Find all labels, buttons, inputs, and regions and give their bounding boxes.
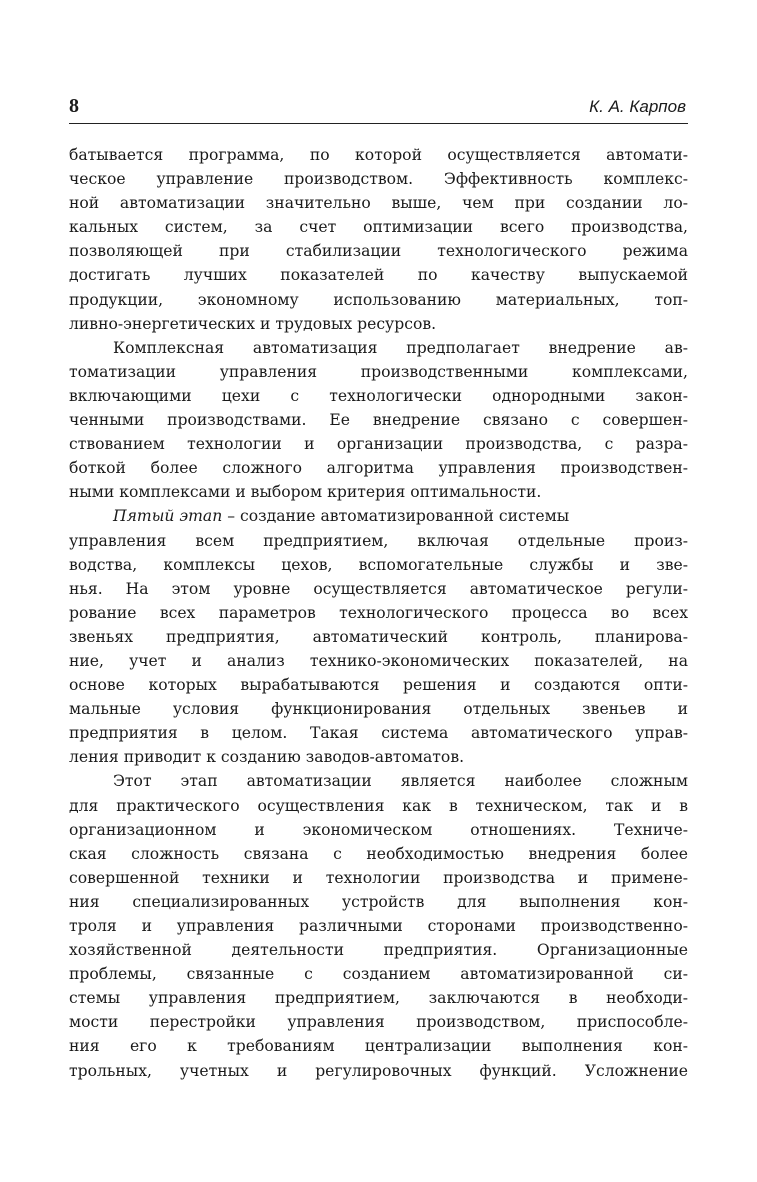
paragraph-3 (69, 504, 688, 769)
paragraph-1 (69, 143, 688, 336)
page-number: 8 (69, 95, 79, 117)
text-line: основе которых вырабатываются решения и создаются опти- (69, 676, 688, 695)
text-line: мости перестройки управления производством, приспособле- (69, 1013, 688, 1032)
text-line (69, 504, 688, 528)
text-line: совершенной техники и технологии производства и примене- (69, 868, 688, 887)
text-line: проблемы, связанные с созданием автоматизированной си- (69, 965, 688, 984)
text-line: ными комплексами и выбором критерия оптимальности. (69, 483, 542, 502)
text-line: достигать лучших показателей по качеству выпускаемой (69, 266, 688, 285)
text-line: ческое управление производством. Эффективность комплекс- (69, 170, 688, 189)
page-header (69, 93, 688, 124)
text-segment: – создание автоматизированной системы (222, 507, 570, 526)
text-line: нья. На этом уровне осуществляется автоматическое регули- (69, 579, 688, 598)
text-line: ние, учет и анализ технико-экономических показателей, на (69, 651, 688, 670)
text-line: ния его к требованиям централизации выполнения кон- (69, 1037, 688, 1056)
text-line: трольных, учетных и регулировочных функций. Усложнение (69, 1061, 688, 1080)
text-line: Этот этап автоматизации является наиболее сложным (113, 772, 688, 791)
text-line: стемы управления предприятием, заключаются в необходи- (69, 989, 688, 1008)
text-line: хозяйственной деятельности предприятия. Организационные (69, 941, 688, 960)
text-line: троля и управления различными сторонами производственно- (69, 917, 688, 935)
text-line: ченными производствами. Ее внедрение связано с совершен- (69, 411, 688, 430)
text-line: ления приводит к созданию заводов-автоматов. (69, 748, 465, 767)
text-line: продукции, экономному использованию материальных, топ- (69, 290, 688, 309)
running-head-author: К. А. Карпов (589, 97, 686, 116)
text-line: предприятия в целом. Такая система автоматического управ- (69, 724, 688, 743)
text-line: Комплексная автоматизация предполагает внедрение ав- (113, 338, 688, 357)
text-line: ствованием технологии и организации производства, с разра- (69, 435, 688, 454)
text-line: водства, комплексы цехов, вспомогательные службы и зве- (69, 555, 688, 574)
text-line: ская сложность связана с необходимостью внедрения более (69, 844, 688, 863)
text-line: томатизации управления производственными комплексами, (69, 362, 688, 381)
text-line: организационном и экономическом отношениях. Техниче- (69, 820, 688, 839)
text-line: батывается программа, по которой осуществляется автомати- (69, 146, 688, 164)
text-line: для практического осуществления как в техническом, так и в (69, 796, 688, 815)
body-text (69, 143, 688, 1083)
text-line: позволяющей при стабилизации технологического режима (69, 242, 688, 261)
text-line: кальных систем, за счет оптимизации всего производства, (69, 218, 688, 237)
paragraph-2 (69, 336, 688, 505)
text-line: ния специализированных устройств для выполнения кон- (69, 892, 688, 911)
text-line: управления всем предприятием, включая отдельные произ- (69, 531, 688, 550)
text-line: боткой более сложного алгоритма управления производствен- (69, 459, 688, 478)
text-line: ной автоматизации значительно выше, чем при создании ло- (69, 194, 688, 213)
emphasized-term: Пятый этап (113, 507, 223, 526)
text-line: мальные условия функционирования отдельных звеньев и (69, 700, 688, 719)
paragraph-4 (69, 769, 688, 1082)
text-line: ливно-энергетических и трудовых ресурсов. (69, 314, 437, 333)
text-line: звеньях предприятия, автоматический контроль, планирова- (69, 627, 688, 646)
text-line: рование всех параметров технологического процесса во всех (69, 603, 688, 622)
text-line: включающими цехи с технологически однородными закон- (69, 386, 688, 405)
